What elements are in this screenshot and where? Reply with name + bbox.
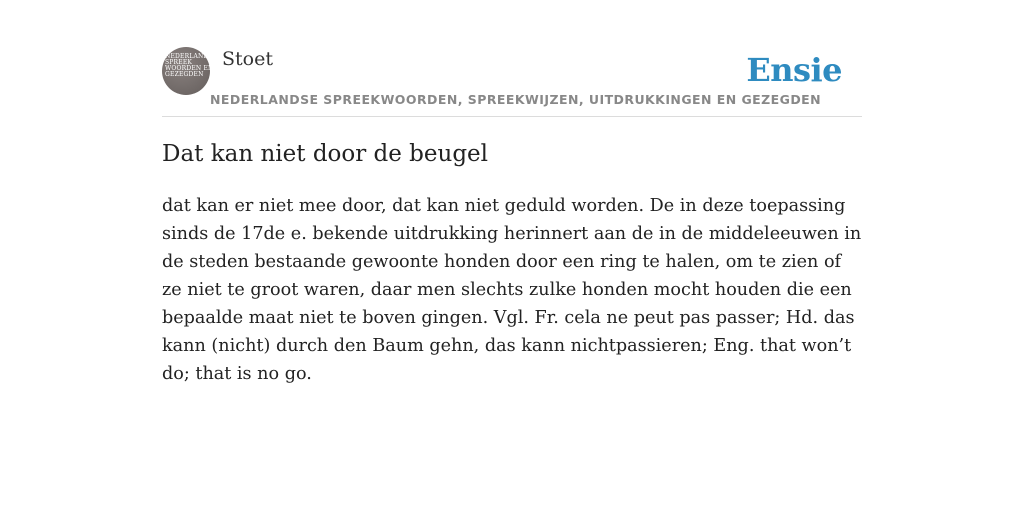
avatar-text: NEDERLANDSE SPREEK WOORDEN EN GEZEGDEN: [165, 53, 218, 78]
entry-definition: dat kan er niet mee door, dat kan niet geduld worden. De in deze toepassing sinds de 17de e. bekende uitdrukking herinnert aan de in de middeleeuwen in de steden bestaande gewoonte honden door een ring te halen, om te zien of ze niet te groot waren, daar men slechts zulke honden mocht houden die een bepaalde maat niet te boven gingen. Vgl. Fr. cela ne peut pas passer; Hd. das kann (nicht) durch den Baum gehn, das kann nichtpassieren; Eng. that won’t do; that is no go.: [162, 196, 862, 384]
author-name[interactable]: Stoet: [222, 48, 273, 70]
entry-header: [162, 46, 862, 117]
entry-title: Dat kan niet door de beugel: [162, 141, 489, 167]
author-avatar[interactable]: [162, 47, 218, 95]
ensie-logo[interactable]: Ensie: [746, 51, 842, 89]
source-subtitle[interactable]: NEDERLANDSE SPREEKWOORDEN, SPREEKWIJZEN, UITDRUKKINGEN EN GEZEGDEN: [210, 92, 822, 107]
